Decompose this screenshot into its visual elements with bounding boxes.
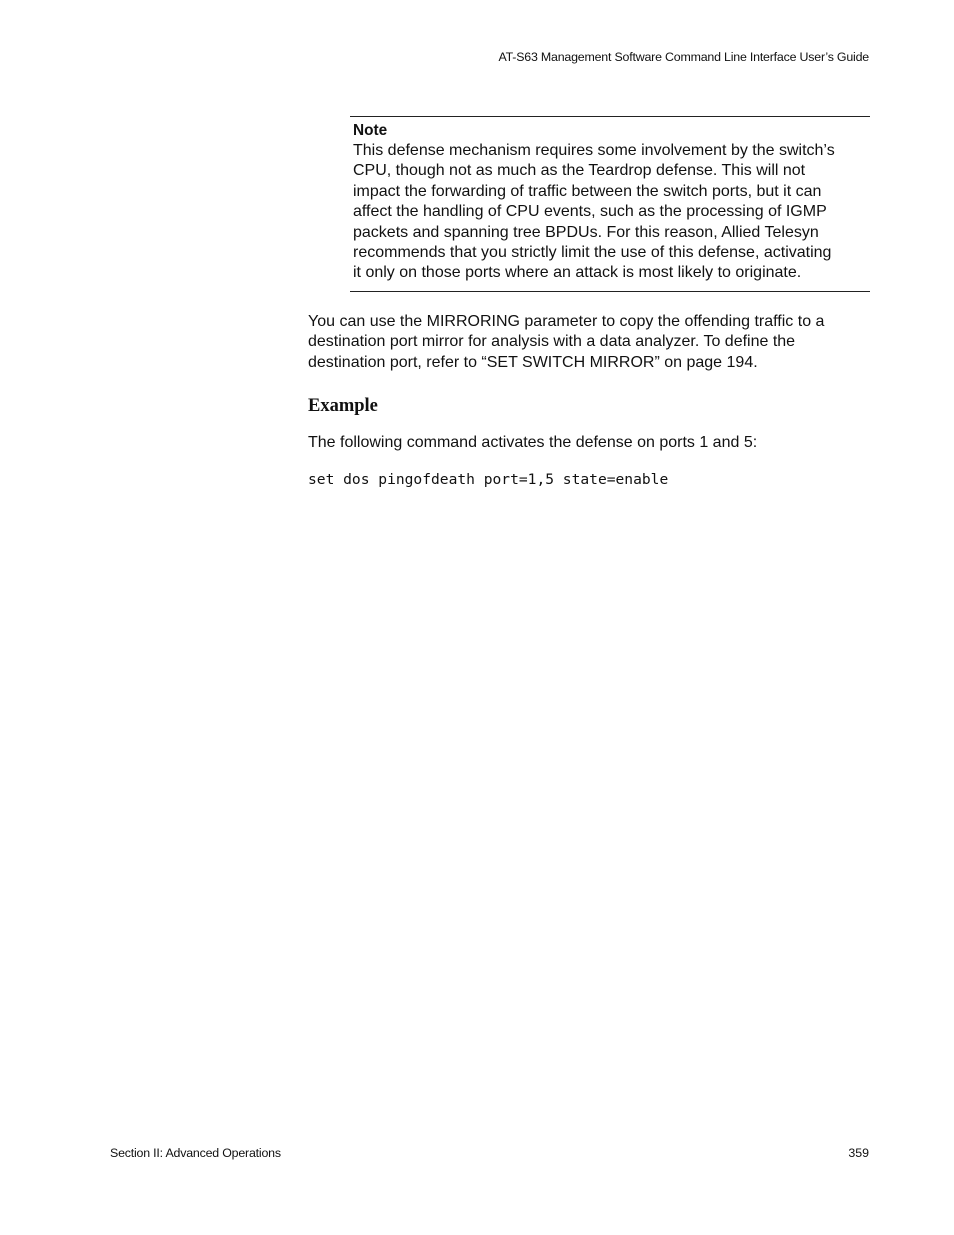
example-command: set dos pingofdeath port=1,5 state=enable — [308, 471, 669, 488]
paragraph-line: destination port mirror for analysis with a data analyzer. To define the — [308, 333, 796, 351]
mirroring-paragraph — [308, 312, 878, 373]
note-line: recommends that you strictly limit the use of this defense, activating — [353, 244, 832, 262]
note-line: packets and spanning tree BPDUs. For this reason, Allied Telesyn — [353, 223, 819, 241]
note-line: it only on those ports where an attack is most likely to originate. — [353, 264, 802, 282]
note-line: CPU, though not as much as the Teardrop defense. This will not — [353, 162, 806, 180]
example-heading: Example — [308, 396, 378, 416]
note-line: affect the handling of CPU events, such as the processing of IGMP — [353, 203, 827, 221]
note-line: impact the forwarding of traffic between the switch ports, but it can — [353, 182, 822, 200]
paragraph-line: destination port, refer to “SET SWITCH MIRROR” on page 194. — [308, 353, 758, 371]
note-box — [350, 116, 870, 292]
footer-section: Section II: Advanced Operations — [110, 1146, 281, 1160]
example-intro: The following command activates the defense on ports 1 and 5: — [308, 434, 758, 451]
note-title: Note — [353, 122, 388, 139]
footer-page-number: 359 — [848, 1146, 869, 1160]
note-line: This defense mechanism requires some involvement by the switch’s — [353, 142, 835, 159]
running-header: AT-S63 Management Software Command Line Interface User’s Guide — [498, 50, 869, 64]
paragraph-line: You can use the MIRRORING parameter to copy the offending traffic to a — [308, 313, 825, 330]
